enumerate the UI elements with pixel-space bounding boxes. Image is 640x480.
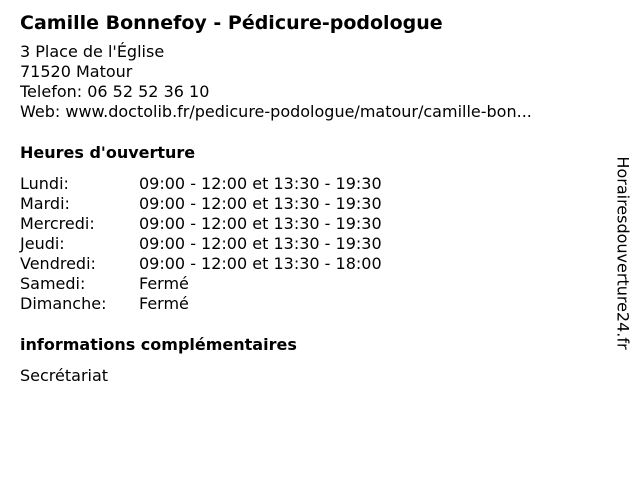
day-label: Jeudi: [20,234,65,253]
additional-info-title: informations complémentaires [20,335,297,354]
watermark-text: Horairesdouverture24.fr [614,156,634,350]
business-card [20,10,600,386]
hours-value: Fermé [139,274,189,293]
hours-row-vendredi [20,254,600,274]
watermark [612,135,634,371]
hours-row-mardi [20,194,600,214]
additional-info-text: Secrétariat [20,366,109,385]
address-street: 3 Place de l'Église [20,42,165,61]
hours-value: Fermé [139,294,189,313]
day-label: Mercredi: [20,214,95,233]
day-label: Samedi: [20,274,86,293]
day-label: Mardi: [20,194,70,213]
address-city: 71520 Matour [20,62,133,81]
day-label: Lundi: [20,174,69,193]
business-name: Camille Bonnefoy - Pédicure-podologue [20,12,443,34]
day-label: Vendredi: [20,254,96,273]
opening-hours-title: Heures d'ouverture [20,143,196,162]
hours-value: 09:00 - 12:00 et 13:30 - 19:30 [139,174,382,193]
phone-line: Telefon: 06 52 52 36 10 [20,82,210,101]
opening-hours-list [20,174,600,314]
web-line: Web: www.doctolib.fr/pedicure-podologue/matour/camille-bon... [20,102,532,121]
hours-row-mercredi [20,214,600,234]
hours-row-dimanche [20,294,600,314]
hours-value: 09:00 - 12:00 et 13:30 - 19:30 [139,194,382,213]
hours-row-lundi [20,174,600,194]
hours-value: 09:00 - 12:00 et 13:30 - 18:00 [139,254,382,273]
hours-value: 09:00 - 12:00 et 13:30 - 19:30 [139,214,382,233]
hours-row-jeudi [20,234,600,254]
day-label: Dimanche: [20,294,107,313]
hours-row-samedi [20,274,600,294]
hours-value: 09:00 - 12:00 et 13:30 - 19:30 [139,234,382,253]
